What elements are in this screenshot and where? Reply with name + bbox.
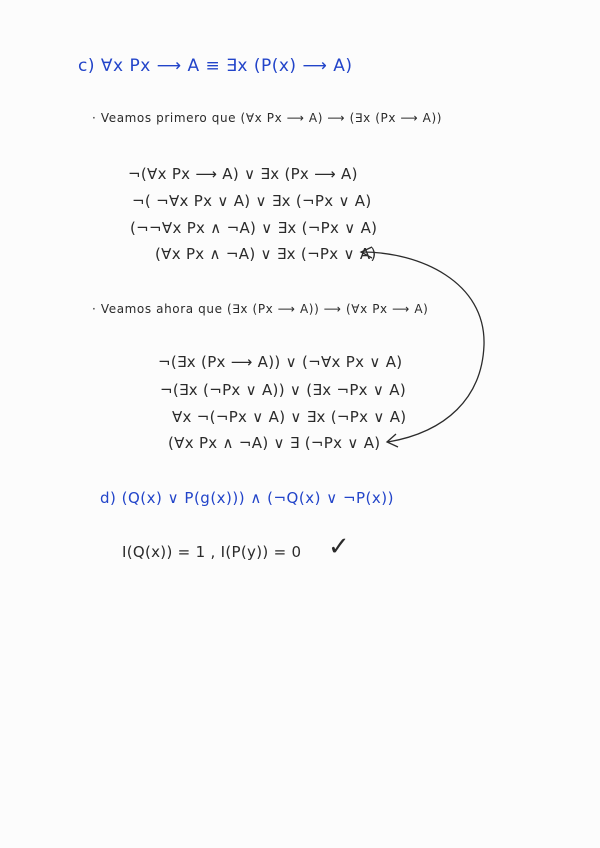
heading-c: c) ∀x Px ⟶ A ≡ ∃x (P(x) ⟶ A) [78, 56, 353, 76]
heading-d: d) (Q(x) ∨ P(g(x))) ∧ (¬Q(x) ∨ ¬P(x)) [100, 489, 394, 507]
part2-step-2: ¬(∃x (¬Px ∨ A)) ∨ (∃x ¬Px ∨ A) [160, 381, 406, 399]
part1-step-3: (¬¬∀x Px ∧ ¬A) ∨ ∃x (¬Px ∨ A) [130, 219, 378, 237]
part1-step-1: ¬(∀x Px ⟶ A) ∨ ∃x (Px ⟶ A) [128, 165, 358, 183]
part1-step-4: (∀x Px ∧ ¬A) ∨ ∃x (¬Px ∨ A) [155, 245, 377, 263]
check-mark: ✓ [328, 532, 351, 562]
part2-step-3: ∀x ¬(¬Px ∨ A) ∨ ∃x (¬Px ∨ A) [172, 408, 407, 426]
part2-intro: · Veamos ahora que (∃x (Px ⟶ A)) ⟶ (∀x Px ⟶ A) [92, 302, 429, 316]
part2-step-4: (∀x Px ∧ ¬A) ∨ ∃ (¬Px ∨ A) [168, 434, 381, 452]
part1-step-2: ¬( ¬∀x Px ∨ A) ∨ ∃x (¬Px ∨ A) [132, 192, 372, 210]
interpretation-answer: I(Q(x)) = 1 , I(P(y)) = 0 [122, 543, 302, 561]
part1-intro: · Veamos primero que (∀x Px ⟶ A) ⟶ (∃x (Px ⟶ A)) [92, 111, 443, 125]
part2-step-1: ¬(∃x (Px ⟶ A)) ∨ (¬∀x Px ∨ A) [158, 353, 403, 371]
